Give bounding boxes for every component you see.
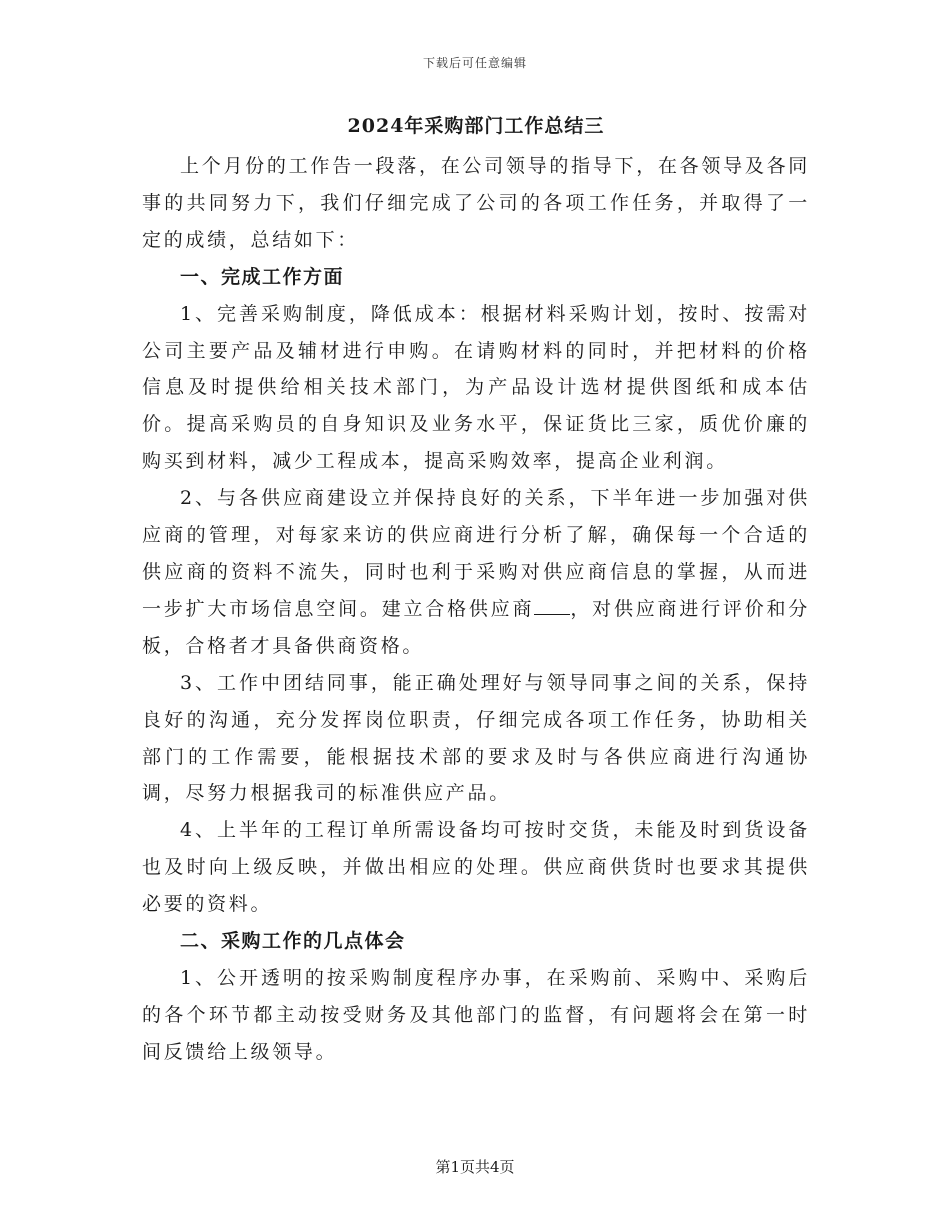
section1-paragraph-2-after: ，对供应商进行评价和分板，合格者才具备供商资格。 — [142, 597, 811, 657]
section1-paragraph-2 — [142, 480, 810, 665]
section1-paragraph-4: 4、上半年的工程订单所需设备均可按时交货，未能及时到货设备也及时向上级反映，并做出相应的处理。供应商供货时也要求其提供必要的资料。 — [142, 819, 810, 916]
section2-paragraph-1: 1、公开透明的按采购制度程序办事，在采购前、采购中、采购后的各个环节都主动按受财务及其他部门的监督，有问题将会在第一时间反馈给上级领导。 — [142, 966, 810, 1063]
section1-paragraph-3: 3、工作中团结同事，能正确处理好与领导同事之间的关系，保持良好的沟通，充分发挥岗位职责，仔细完成各项工作任务，协助相关部门的工作需要，能根据技术部的要求及时与各供应商进行沟通协调，尽努力根据我司的标准供应产品。 — [142, 671, 810, 805]
section1-paragraph-1: 1、完善采购制度，降低成本：根据材料采购计划，按时、按需对公司主要产品及辅材进行申购。在请购材料的同时，并把材料的价格信息及时提供给相关技术部门，为产品设计选材提供图纸和成本估价。提高采购员的自身知识及业务水平，保证货比三家，质优价廉的购买到材料，减少工程成本，提高采购效率，提高企业利润。 — [142, 302, 810, 473]
section-heading-1: 一、完成工作方面 — [180, 265, 345, 288]
page-footer: 第1页共4页 — [435, 1158, 515, 1176]
section-heading-2: 二、采购工作的几点体会 — [180, 930, 406, 953]
section1-paragraph-2-before: 2、与各供应商建设立并保持良好的关系，下半年进一步加强对供应商的管理，对每家来访的供应商进行分析了解，确保每一个合适的供应商的资料不流失，同时也利于采购对供应商信息的掌握，从而进一步扩大市场信息空间。建立合格供应商 — [142, 487, 810, 620]
fill-in-blank — [534, 596, 570, 615]
intro-paragraph: 上个月份的工作告一段落，在公司领导的指导下，在各领导及各同事的共同努力下，我们仔细完成了公司的各项工作任务，并取得了一定的成绩，总结如下： — [142, 155, 810, 251]
document-body — [142, 112, 810, 1071]
document-title: 2024年采购部门工作总结三 — [347, 115, 605, 137]
header-note: 下载后可任意编辑 — [422, 56, 527, 70]
